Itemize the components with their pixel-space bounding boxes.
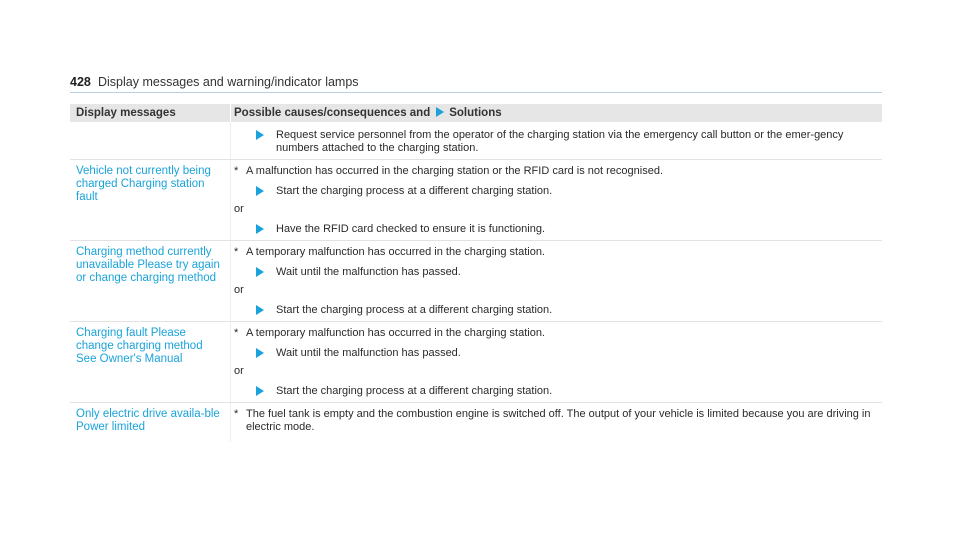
- play-triangle-icon: [256, 224, 264, 234]
- header-separator: [230, 104, 231, 122]
- or-label: or: [234, 284, 244, 296]
- causes-cell: [230, 160, 882, 240]
- play-triangle-icon: [436, 107, 444, 117]
- display-messages-table: [70, 104, 882, 442]
- display-message: Charging method currently unavailable Please try again or change charging method: [76, 246, 220, 284]
- display-message: Only electric drive availa-ble Power limited: [76, 408, 220, 433]
- cause-text: * The fuel tank is empty and the combustion engine is switched off. The output of your vehicle is limited because you are driving in electric mode.: [234, 408, 871, 433]
- solution-step: Start the charging process at a different charging station.: [234, 185, 872, 198]
- table-row: [70, 160, 882, 241]
- display-message: Vehicle not currently being charged Charging station fault: [76, 165, 211, 203]
- cause-text: * A temporary malfunction has occurred in the charging station.: [234, 327, 545, 339]
- causes-cell: [230, 403, 882, 442]
- solution-step: Start the charging process at a different charging station.: [234, 385, 872, 398]
- solution-step: Wait until the malfunction has passed.: [234, 347, 872, 360]
- causes-cell: [230, 322, 882, 402]
- solution-step: Have the RFID card checked to ensure it is functioning.: [234, 223, 872, 236]
- page-header: [70, 73, 882, 93]
- play-triangle-icon: [256, 386, 264, 396]
- causes-cell: [230, 241, 882, 321]
- table-row: [70, 122, 882, 160]
- play-triangle-icon: [256, 267, 264, 277]
- page-number: 428: [70, 75, 91, 89]
- header-display-messages: Display messages: [76, 107, 176, 119]
- play-triangle-icon: [256, 305, 264, 315]
- play-triangle-icon: [256, 130, 264, 140]
- solution-step: Wait until the malfunction has passed.: [234, 266, 872, 279]
- table-row: [70, 403, 882, 442]
- table-row: [70, 322, 882, 403]
- header-causes-solutions: Possible causes/consequences and Solutions: [234, 107, 502, 119]
- solution-step: Start the charging process at a different charging station.: [234, 304, 872, 317]
- display-message: Charging fault Please change charging method See Owner's Manual: [76, 327, 203, 365]
- or-label: or: [234, 365, 244, 377]
- cause-text: * A temporary malfunction has occurred in the charging station.: [234, 246, 545, 258]
- cause-text: * A malfunction has occurred in the charging station or the RFID card is not recognised.: [234, 165, 663, 177]
- play-triangle-icon: [256, 348, 264, 358]
- page-title: Display messages and warning/indicator lamps: [98, 75, 359, 89]
- table-header: [70, 104, 882, 122]
- table-row: [70, 241, 882, 322]
- or-label: or: [234, 203, 244, 215]
- solution-step: Request service personnel from the operator of the charging station via the emergency call button or the emer-gency numbers attached to the charging station.: [234, 129, 872, 155]
- solutions-cell: [230, 122, 882, 159]
- play-triangle-icon: [256, 186, 264, 196]
